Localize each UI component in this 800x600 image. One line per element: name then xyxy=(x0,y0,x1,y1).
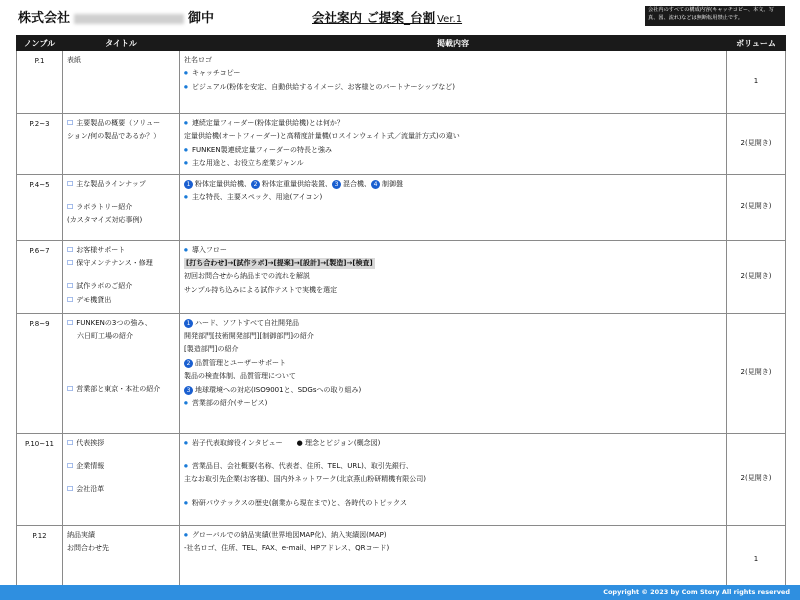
table-row xyxy=(17,174,786,240)
numbered-text: 制御盤 xyxy=(382,179,403,188)
content-line: ● 主な用途と、お役立ち産業ジャンル xyxy=(184,157,722,170)
volume: 2(見開き) xyxy=(727,114,786,175)
spacer xyxy=(67,450,175,460)
table-row xyxy=(17,114,786,175)
title-line: ☐ デモ機貸出 xyxy=(67,294,175,307)
content-cell xyxy=(180,51,727,114)
header-page: ノンブル xyxy=(17,36,63,51)
title-line: ☐ 主な製品ラインナップ xyxy=(67,178,175,191)
content-line: ● ビジュアル(粉体を安定、自動供給するイメージ、お客様とのパートナーシップなど) xyxy=(184,81,722,94)
content-line: ● グローバルでの納品実績(世界地図MAP化)、納入実績図(MAP) xyxy=(184,529,722,542)
header-content: 掲載内容 xyxy=(180,36,727,51)
spacer xyxy=(67,363,175,373)
title-line: ☐ お客様サポート xyxy=(67,244,175,257)
title-line: ☐ ラボラトリー紹介 xyxy=(67,201,175,214)
volume: 1 xyxy=(727,51,786,114)
number-badge: 3 xyxy=(332,180,341,189)
content-cell xyxy=(180,114,727,175)
table-row xyxy=(17,313,786,433)
spacer xyxy=(67,191,175,201)
title-line: ☐ 代表挨拶 xyxy=(67,437,175,450)
content-cell xyxy=(180,174,727,240)
numbered-text: 品質管理とユーザーサポート xyxy=(195,358,286,367)
page-number: P.8~9 xyxy=(17,313,63,433)
volume: 2(見開き) xyxy=(727,433,786,525)
section-title xyxy=(63,51,180,114)
number-badge: 1 xyxy=(184,180,193,189)
page-number: P.2~3 xyxy=(17,114,63,175)
content-line: ● 営業品目、会社概要(名称、代表者、住所、TEL、URL)、取引先銀行、 xyxy=(184,460,722,473)
page-number: P.6~7 xyxy=(17,240,63,313)
content-line: 製品の検査体制、品質管理について xyxy=(184,372,296,381)
content-line: 社名ロゴ xyxy=(184,56,212,64)
title-line: ☐ 主要製品の概要（ソリュー xyxy=(67,117,175,130)
title-line: 六日町工場の紹介 xyxy=(77,332,133,341)
content-line: ● 導入フロー xyxy=(184,244,722,257)
spacer xyxy=(67,343,175,353)
spacer xyxy=(67,353,175,363)
content-line: ● キャッチコピー xyxy=(184,67,722,80)
content-line: 開発部門[技術開発部門][制御部門]の紹介 xyxy=(184,332,314,341)
title-line: ☐ 企業情報 xyxy=(67,460,175,473)
volume: 2(見開き) xyxy=(727,174,786,240)
content-cell xyxy=(180,313,727,433)
title-line: ☐ 試作ラボのご紹介 xyxy=(67,280,175,293)
header-volume: ボリューム xyxy=(727,36,786,51)
numbered-line xyxy=(184,384,722,397)
spacer xyxy=(67,270,175,280)
title-line: (カスタマイズ対応事例) xyxy=(67,216,143,225)
table-row xyxy=(17,240,786,313)
content-line: 初回お問合せから納品までの流れを解説 xyxy=(184,272,310,281)
section-title xyxy=(63,240,180,313)
content-line: ● 粉研パウテックスの歴史(創業から現在まで)と、各時代のトピックス xyxy=(184,497,722,510)
volume: 2(見開き) xyxy=(727,313,786,433)
document-title: 会社案内 ご提案_台割 Ver.1 xyxy=(312,10,463,25)
numbered-line xyxy=(184,317,722,330)
numbered-text: ハード、ソフトすべて自社開発品 xyxy=(195,318,300,327)
footer-bar xyxy=(0,585,800,600)
numbered-text: 混合機、 xyxy=(343,179,371,188)
redacted-name xyxy=(74,14,184,24)
content-line: ● 連続定量フィーダー(粉体定量供給機)とは何か？ xyxy=(184,117,722,130)
numbered-line xyxy=(184,357,722,370)
copyright-note: 会社内のすべての構成内容(キャッチコピー、本文、写真、図、流れ)などは無断転用禁止です。 xyxy=(645,6,785,26)
title-line: ション/何の製品であるか？） xyxy=(67,132,161,141)
page-number: P.4~5 xyxy=(17,174,63,240)
header-title: タイトル xyxy=(63,36,180,51)
title-line: お問合わせ先 xyxy=(67,544,109,553)
table-row xyxy=(17,433,786,525)
content-line: ● 岩子代表取締役インタビュー ● 理念とビジョン(概念図) xyxy=(184,437,722,450)
spacer xyxy=(184,487,722,497)
volume: 1 xyxy=(727,525,786,595)
content-line: [製造部門]の紹介 xyxy=(184,345,239,354)
number-badge: 2 xyxy=(251,180,260,189)
client-name: 株式会社 御中 xyxy=(18,11,215,26)
content-line: 主なお取引先企業(お客様)、国内外ネットワーク(北京燕山粉研精機有限公司) xyxy=(184,475,426,484)
content-line: 定量供給機(オートフィーダー)と高精度計量機(ロスインウェイト式／流量計方式)の違い xyxy=(184,132,460,141)
numbered-text: 粉体定重量供給装置、 xyxy=(262,179,332,188)
table-header-row xyxy=(17,36,786,51)
title-line: ☐ FUNKENの3つの強み、 xyxy=(67,317,175,330)
table-row xyxy=(17,51,786,114)
flow-text: [打ち合わせ]→[試作ラボ]→[提案]→[設計]→[製造]→[検査] xyxy=(186,259,373,268)
number-badge: 4 xyxy=(371,180,380,189)
page-number: P.10~11 xyxy=(17,433,63,525)
number-badge: 2 xyxy=(184,359,193,368)
content-line: ● FUNKEN製連続定量フィーダーの特長と強み xyxy=(184,144,722,157)
number-badge: 3 xyxy=(184,386,193,395)
numbered-text: 粉体定量供給機、 xyxy=(195,179,251,188)
title-line: 表紙 xyxy=(67,56,81,64)
content-line: サンプル持ち込みによる試作テストで実機を選定 xyxy=(184,285,338,294)
section-title xyxy=(63,174,180,240)
page-allocation-table xyxy=(16,35,786,596)
title-line: ☐ 営業部と東京・本社の紹介 xyxy=(67,383,175,396)
title-line: 納品実績 xyxy=(67,530,95,539)
numbered-line xyxy=(184,178,722,191)
content-line: ● 営業部の紹介(サービス) xyxy=(184,397,722,410)
content-line: -社名ロゴ、住所、TEL、FAX、e-mail、HPアドレス、QRコード) xyxy=(184,544,390,553)
section-title xyxy=(63,114,180,175)
title-line: ☐ 保守メンテナンス・修理 xyxy=(67,257,175,270)
spacer xyxy=(67,473,175,483)
section-title xyxy=(63,313,180,433)
number-badge: 1 xyxy=(184,319,193,328)
spacer xyxy=(67,373,175,383)
page-number: P.1 xyxy=(17,51,63,114)
content-cell xyxy=(180,433,727,525)
spacer xyxy=(184,450,722,460)
content-line: ● 主な特長、主要スペック、用途(アイコン) xyxy=(184,191,722,204)
content-cell xyxy=(180,240,727,313)
section-title xyxy=(63,433,180,525)
page-number: P.12 xyxy=(17,525,63,595)
numbered-text: 地球環境への対応(ISO9001と、SDGsへの取り組み) xyxy=(195,385,362,394)
copyright-text: Copyright © 2023 by Com Story All rights reserved xyxy=(603,588,790,596)
title-line: ☐ 会社沿革 xyxy=(67,483,175,496)
flow-line xyxy=(184,257,722,270)
volume: 2(見開き) xyxy=(727,240,786,313)
